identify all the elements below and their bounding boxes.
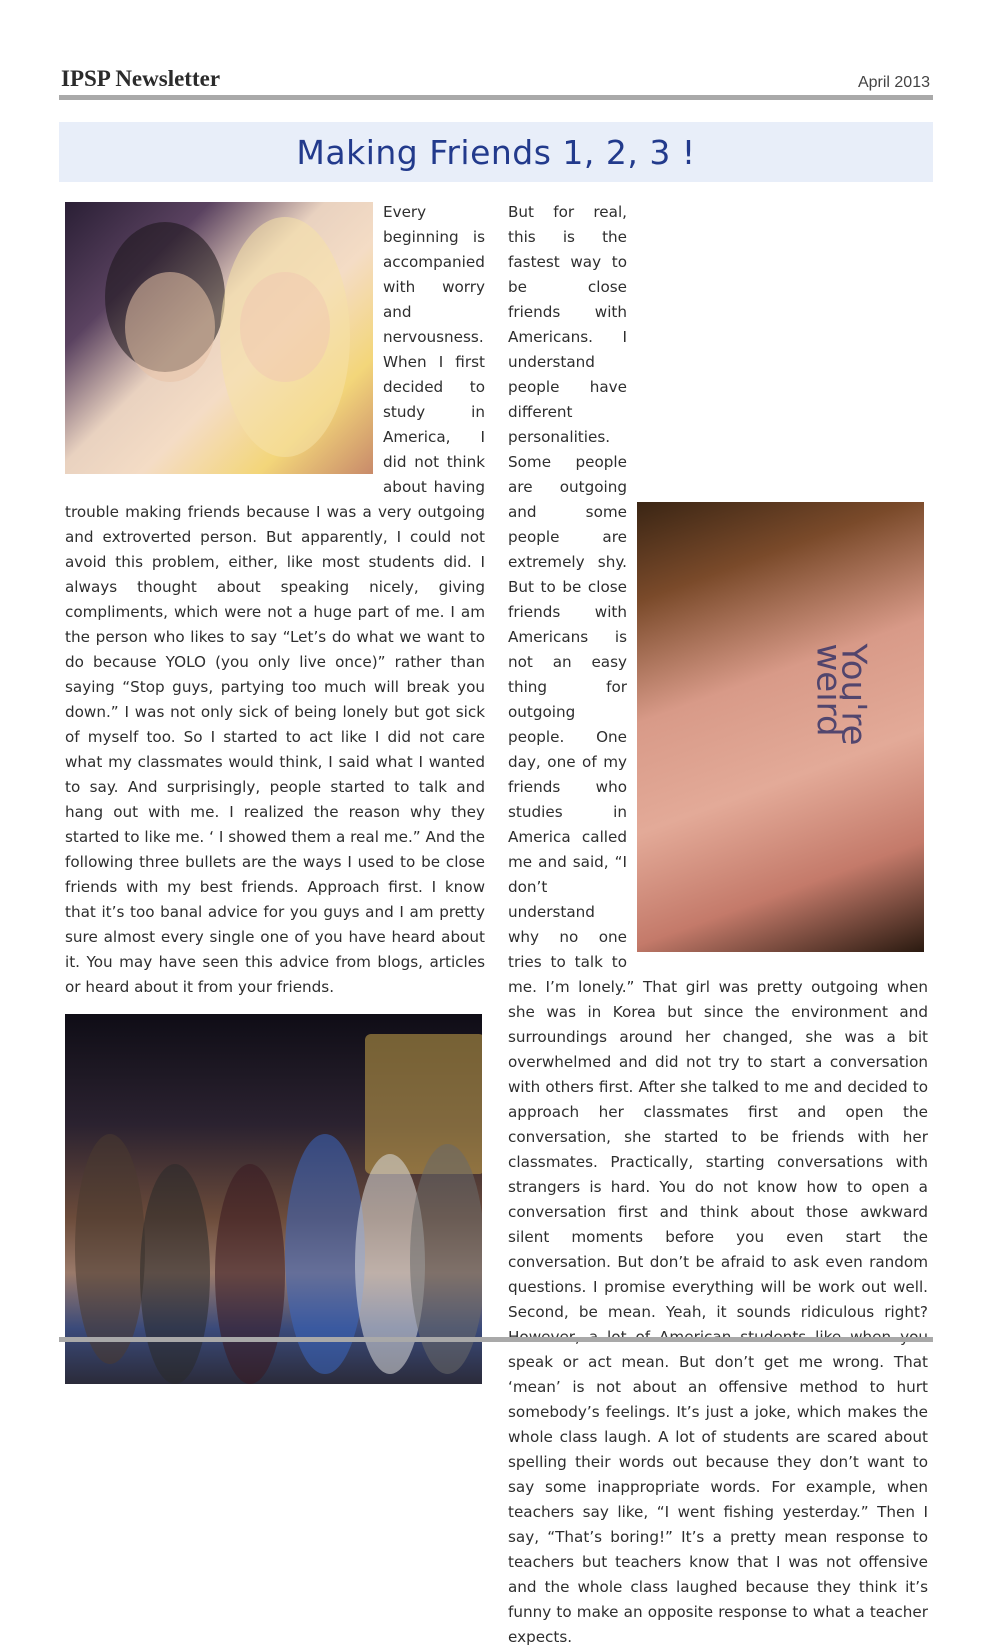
article-left-column	[65, 200, 485, 1384]
photo-two-friends	[65, 202, 373, 474]
photo-hand-with-writing	[637, 502, 924, 952]
photo-figure-shape	[125, 272, 215, 382]
issue-date: April 2013	[857, 74, 930, 91]
photo-figure-shape	[240, 272, 330, 382]
photo-figure-shape	[365, 1034, 482, 1174]
photo-figure-shape	[140, 1164, 210, 1384]
photo-group-of-friends	[65, 1014, 482, 1384]
hand-writing: You're weird	[808, 643, 874, 746]
newsletter-name: IPSP Newsletter	[61, 66, 221, 91]
article-title: Making Friends 1, 2, 3 !	[296, 132, 696, 172]
left-column-text: Every beginning is accompanied with worry and nervousness. When I first decided to study in America, I did not think about having trouble making friends because I was a very outgoing and extroverted person. But apparently, I could not avoid this problem, either, like most students did. I always thought about speaking nicely, giving compliments, which were not a huge part of me. I am the person who likes to say “Let’s do what we want to do because YOLO (you only live once)” rather than saying “Stop guys, partying too much will break you down.” I was not only sick of being lonely but got sick of myself too. So I started to act like I did not care what my classmates would think, I said what I wanted to say. And surprisingly, people started to talk and hang out with me. I realized the reason why they started to like me. ‘ I showed them a real me.” And the following three bullets are the ways I used to be close friends with my best friends. Approach first. I know that it’s too banal advice for you guys and I am pretty sure almost every single one of you have heard about it. You may have seen this advice from blogs, articles or heard about it from your friends.	[65, 203, 485, 996]
article-right-column	[508, 200, 928, 1650]
article-title-banner	[59, 122, 933, 182]
photo-figure-shape	[215, 1164, 285, 1384]
header-divider	[59, 95, 933, 100]
right-column-text: But for real, this is the fastest way to be close friends with Americans. I understand people have different personalities. Some people are outgoing and some people are extremely shy. But to be close friends with Americans is not an easy thing for outgoing people. One day, one of my friends who studies in America called me and said, “I don’t understand why no one tries to talk to me. I’m lonely.” That girl was pretty outgoing when she was in Korea but since the environment and surroundings around her changed, she was a bit overwhelmed and did not try to start a conversation with others first. After she talked to me and decided to approach her classmates first and open the conversation, she started to be friends with her classmates. Practically, starting conversations with strangers is hard. You do not know how to open a conversation first and think about those awkward silent moments before you even start the conversation. But don’t be afraid to ask even random questions. I promise everything will be work out well. Second, be mean. Yeah, it sounds ridiculous right? speak or act mean. But don’t get me wrong. That ‘mean’ is not about an offensive method to hurt somebody’s feelings. It’s just a joke, which makes the whole class laugh. A lot of students are scared about spelling their words out because they don’t want to say some inappropriate words. For example, when teachers say like, “I went fishing yesterday.” Then I say, “That’s boring!” It’s a pretty mean response to teachers but teachers know that I was not offensive and the whole class laughed because they think it’s funny to make an opposite response to what a teacher expects.	[508, 203, 928, 1646]
photo-figure-shape	[75, 1134, 145, 1364]
footer-divider	[59, 1337, 933, 1342]
